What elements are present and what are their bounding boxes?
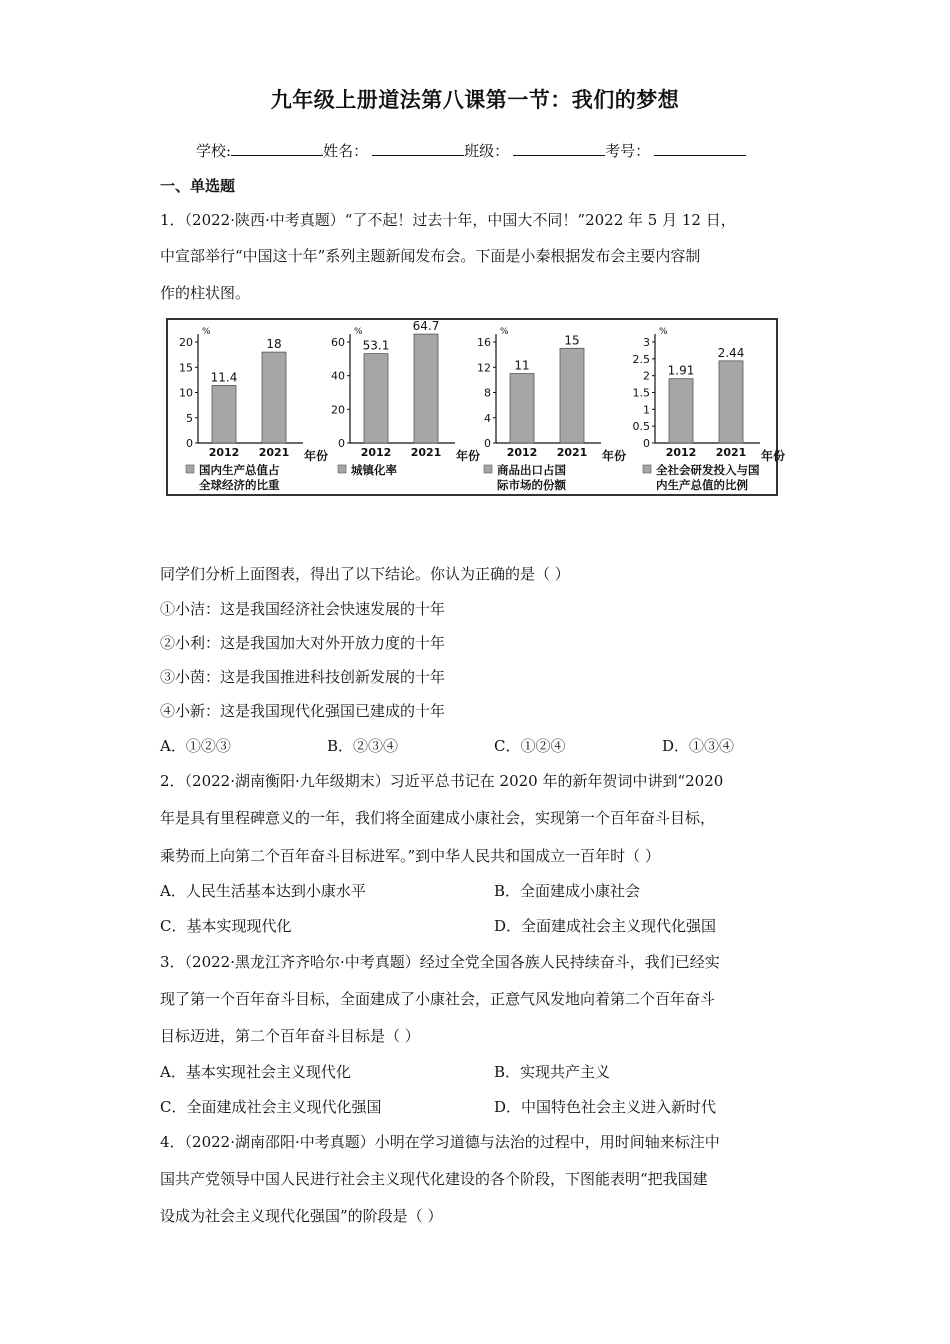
chart-2-data-label: 53.1: [362, 338, 390, 353]
q1-statement-4: ④小新：这是我国现代化强国已建成的十年: [160, 702, 446, 720]
chart-2-bar: [364, 354, 388, 443]
chart-1-x-label: 年份: [304, 449, 329, 463]
chart-2-legend-text: 城镇化率: [351, 463, 397, 477]
chart-1-y-tick-label: 0: [186, 437, 193, 450]
q1-option-c[interactable]: C．①②④: [494, 737, 566, 755]
chart-2-y-unit: %: [354, 327, 363, 337]
chart-1-bar: [262, 352, 286, 443]
q1-line-2: 中宣部举行“中国这十年”系列主题新闻发布会。下面是小秦根据发布会主要内容制: [160, 247, 701, 265]
chart-3-y-tick-label: 16: [477, 336, 491, 349]
q3-option-d[interactable]: D．中国特色社会主义进入新时代: [494, 1098, 717, 1116]
chart-2-y-tick-label: 0: [338, 437, 345, 450]
exam-number-label: 考号：: [605, 142, 651, 160]
chart-2-y-tick-label: 20: [331, 403, 345, 417]
chart-2-x-label: 年份: [456, 449, 481, 463]
class-label: 班级：: [464, 142, 510, 160]
q2-option-b[interactable]: B．全面建成小康社会: [494, 882, 641, 900]
chart-1-y-tick-label: 20: [179, 336, 193, 349]
name-label: 姓名：: [323, 142, 369, 160]
q1-option-b[interactable]: B．②③④: [327, 737, 399, 755]
q1-statement-3: ③小茵：这是我国推进科技创新发展的十年: [160, 668, 446, 686]
bar-charts-svg: [168, 319, 786, 494]
chart-4-data-label: 2.44: [717, 345, 745, 360]
school-label: 学校:: [196, 142, 232, 160]
q1-line-3: 作的柱状图。: [160, 284, 251, 302]
student-info-line: [196, 140, 746, 161]
chart-4-x-label: 年份: [761, 449, 786, 463]
name-blank[interactable]: [372, 141, 464, 156]
q1-statement-1: ①小洁：这是我国经济社会快速发展的十年: [160, 600, 446, 618]
chart-4-y-tick-label: 1: [643, 403, 650, 417]
q1-prompt: 同学们分析上面图表，得出了以下结论。你认为正确的是（ ）: [160, 565, 570, 583]
class-blank[interactable]: [513, 141, 605, 156]
chart-1-y-tick-label: 5: [186, 411, 193, 425]
chart-4-y-unit: %: [659, 327, 668, 337]
q2-option-c[interactable]: C．基本实现现代化: [160, 917, 292, 935]
chart-3-y-tick-label: 8: [484, 386, 491, 400]
chart-2-y-tick-label: 40: [331, 369, 345, 383]
chart-1-data-label: 18: [266, 337, 282, 352]
q3-option-c[interactable]: C．全面建成社会主义现代化强国: [160, 1098, 382, 1116]
chart-3-y-tick-label: 12: [477, 361, 491, 375]
chart-1-y-tick-label: 15: [179, 361, 193, 375]
chart-2-data-label: 64.7: [412, 319, 440, 334]
chart-4-x-tick-label: 2012: [665, 446, 697, 459]
q4-line-3: 设成为社会主义现代化强国”的阶段是（ ）: [160, 1207, 443, 1225]
chart-1-y-tick-label: 10: [179, 386, 193, 400]
exam-number-blank[interactable]: [654, 141, 746, 156]
chart-4-bar: [719, 361, 743, 443]
q3-option-a[interactable]: A．基本实现社会主义现代化: [160, 1063, 351, 1081]
section-heading: 一、单选题: [160, 177, 236, 195]
q2-line-1: 2．（2022·湖南衡阳·九年级期末）习近平总书记在 2020 年的新年贺词中讲到“2020: [160, 772, 724, 790]
chart-4-legend-text: 内生产总值的比例: [656, 478, 748, 492]
q2-line-3: 乘势而上向第二个百年奋斗目标进军。”到中华人民共和国成立一百年时（ ）: [160, 847, 660, 865]
school-blank[interactable]: [231, 141, 323, 156]
q1-line-1: 1．（2022·陕西·中考真题）“了不起！过去十年，中国大不同！”2022 年 5 月 12 日，: [160, 211, 736, 229]
chart-3-y-tick-label: 4: [484, 411, 491, 425]
chart-1-y-unit: %: [202, 327, 211, 337]
chart-3-y-unit: %: [500, 327, 509, 337]
chart-2-legend-swatch: [338, 465, 346, 473]
chart-3-bar: [510, 374, 534, 443]
chart-3-bar: [560, 348, 584, 443]
chart-4-legend-text: 全社会研发投入与国: [656, 463, 760, 477]
chart-2-y-tick-label: 60: [331, 336, 345, 349]
q4-line-2: 国共产党领导中国人民进行社会主义现代化建设的各个阶段，下图能表明“把我国建: [160, 1170, 708, 1188]
chart-4-y-tick-label: 0: [643, 437, 650, 450]
bar-charts-figure: [166, 318, 786, 496]
chart-3-x-label: 年份: [602, 449, 627, 463]
q3-line-3: 目标迈进，第二个百年奋斗目标是（ ）: [160, 1027, 420, 1045]
chart-3-data-label: 11: [514, 358, 530, 373]
q2-line-2: 年是具有里程碑意义的一年，我们将全面建成小康社会，实现第一个百年奋斗目标，: [160, 809, 716, 827]
chart-3-x-tick-label: 2012: [506, 446, 538, 459]
q2-option-a[interactable]: A．人民生活基本达到小康水平: [160, 882, 366, 900]
chart-2-bar: [414, 334, 438, 443]
q3-line-2: 现了第一个百年奋斗目标，全面建成了小康社会，正意气风发地向着第二个百年奋斗: [160, 990, 716, 1008]
chart-2-x-tick-label: 2012: [360, 446, 392, 459]
q3-line-1: 3．（2022·黑龙江齐齐哈尔·中考真题）经过全党全国各族人民持续奋斗，我们已经实: [160, 953, 720, 971]
chart-4-y-tick-label: 3: [643, 336, 650, 349]
chart-4-bar: [669, 379, 693, 443]
chart-4-y-tick-label: 1.5: [632, 386, 650, 400]
q4-line-1: 4．（2022·湖南邵阳·中考真题）小明在学习道德与法治的过程中，用时间轴来标注中: [160, 1133, 720, 1151]
chart-4-y-tick-label: 2.5: [632, 352, 650, 366]
q2-option-d[interactable]: D．全面建成社会主义现代化强国: [494, 917, 717, 935]
q1-option-a[interactable]: A．①②③: [160, 737, 231, 755]
page-title: 九年级上册道法第八课第一节：我们的梦想: [270, 88, 680, 112]
chart-3-legend-text: 商品出口占国: [497, 463, 566, 477]
chart-1-legend-text: 全球经济的比重: [199, 478, 280, 492]
chart-3-y-tick-label: 0: [484, 437, 491, 450]
chart-3-legend-swatch: [484, 465, 492, 473]
q3-option-b[interactable]: B．实现共产主义: [494, 1063, 611, 1081]
chart-1-x-tick-label: 2012: [208, 446, 240, 459]
chart-3-data-label: 15: [564, 333, 580, 348]
chart-1-x-tick-label: 2021: [258, 446, 290, 459]
chart-1-data-label: 11.4: [210, 370, 238, 385]
chart-2-x-tick-label: 2021: [410, 446, 442, 459]
q1-option-d[interactable]: D．①③④: [662, 737, 735, 755]
chart-4-y-tick-label: 2: [643, 369, 650, 383]
chart-4-x-tick-label: 2021: [715, 446, 747, 459]
chart-4-legend-swatch: [643, 465, 651, 473]
q1-statement-2: ②小利：这是我国加大对外开放力度的十年: [160, 634, 446, 652]
chart-4-y-tick-label: 0.5: [632, 420, 650, 434]
chart-4-data-label: 1.91: [667, 363, 695, 378]
chart-1-bar: [212, 385, 236, 443]
chart-1-legend-text: 国内生产总值占: [199, 463, 280, 477]
chart-1-legend-swatch: [186, 465, 194, 473]
chart-3-x-tick-label: 2021: [556, 446, 588, 459]
chart-3-legend-text: 际市场的份额: [497, 478, 566, 492]
